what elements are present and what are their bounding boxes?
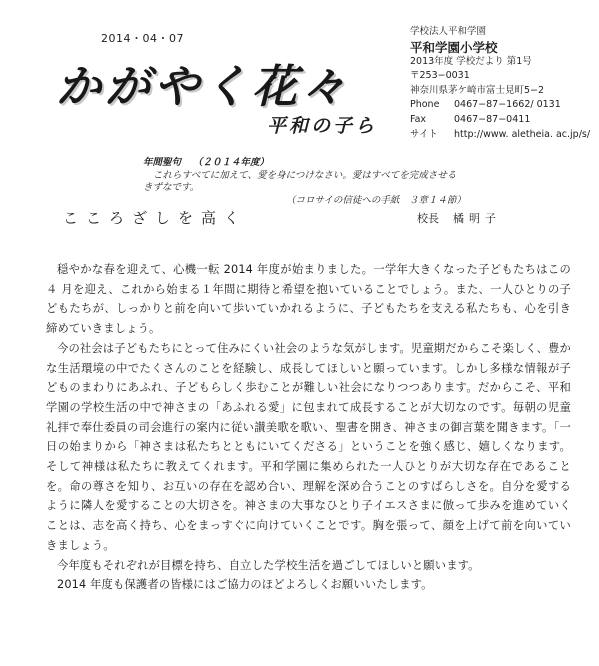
article-author <box>417 210 501 226</box>
contact-fax <box>410 113 595 128</box>
newsletter-title: かがやく花々 <box>56 60 351 113</box>
verse-source: （コロサイの信徒への手紙 ３章１４節） <box>286 194 466 206</box>
school-info-block <box>410 25 595 142</box>
contact-phone-label: Phone <box>410 99 440 111</box>
school-org: 学校法人平和学園 <box>410 26 487 37</box>
article-paragraph: 今年度もそれぞれが目標を持ち、自立した学校生活を過ごしてほしいと願います。 <box>57 558 480 572</box>
postal-code: 〒253−0031 <box>410 70 470 82</box>
article-paragraph: 今の社会は子どもたちにとって住みにくい社会のような気がします。児童期だからこそ楽しく、豊かな生活環境の中でたくさんのことを経験し、成長してほしいと願っています。しかし多様な情報が子どものまわりにあふれ、子どもらしく歩むことが難しい社会になりつつあります。だからこそ、平和学園の学校生活の中で神さまの「あふれる愛」に包まれて成長することが大切なのです。毎朝の児童礼拝で奉仕委員の司会進行の案内に従い讃美歌を歌い、聖書を開き、神さまの御言葉を聞きます。「一日の始まりから「神さまは私たちとともにいてくださる」ということを強く感じ、嬉しくなります。そして神様は私たちに教えてくれます。平和学園に集められた一人ひとりが大切な存在であることを。命の尊さを知り、お互いの存在を認め合い、理解を深め合うことのすばらしさを。自分を愛するように隣人を愛することの大切さを。神さまの大事なひとり子イエスさまに倣って歩みを進めていくことは、志を高く持ち、心をまっすぐに向けていくことです。胸を張って、顔を上げて前を向いていきましょう。 <box>46 341 571 552</box>
article-paragraph: 穏やかな春を迎えて、心機一転 2014 年度が始まりました。一学年大きくなった子どもたちはこの ４ 月を迎え、これから始まる１年間に期待と希望を抱いていることでしょう。また、一人ひとりの子どもたちが、しっかりと前を向いて歩いていかれるように、子どもたちを支える私たちも、心を引き締めていきましょう。 <box>46 263 571 336</box>
newsletter-subtitle: 平和の子ら <box>267 115 378 137</box>
school-address: 神奈川県茅ケ崎市富士見町5−2 <box>410 84 545 96</box>
contact-fax-label: Fax <box>410 113 427 125</box>
contact-phone <box>410 98 595 113</box>
article-paragraph: 2014 年度も保護者の皆様にはご協力のほどよろしくお願いいたします。 <box>57 578 433 592</box>
contact-phone-value: 0467−87−1662/ 0131 <box>454 99 561 111</box>
verse-heading <box>143 157 488 170</box>
author-role: 校長 <box>417 212 439 225</box>
article-title: こころざしを高く <box>63 209 248 227</box>
annual-verse <box>143 157 488 207</box>
contact-website-value: http://www. aletheia. ac.jp/s/ <box>454 128 591 140</box>
verse-text-line-2-text: きずなです。 <box>143 182 200 193</box>
author-name: 橘明子 <box>453 212 501 225</box>
verse-year: （２０１４年度） <box>193 157 270 168</box>
contact-website <box>410 128 595 143</box>
verse-heading-label: 年間聖句 <box>143 157 182 168</box>
article-body <box>46 260 571 595</box>
issue-date: 2014・04・07 <box>101 32 184 45</box>
contact-fax-value: 0467−87−0411 <box>454 113 531 125</box>
issue-number: 2013年度 学校だより 第1号 <box>410 55 532 67</box>
contact-website-label: サイト <box>410 128 438 140</box>
verse-text-line-2 <box>143 182 488 195</box>
school-name: 平和学園小学校 <box>410 39 498 55</box>
verse-text-line-1: これらすべてに加えて、愛を身につけなさい。愛はすべてを完成させる <box>153 169 457 181</box>
